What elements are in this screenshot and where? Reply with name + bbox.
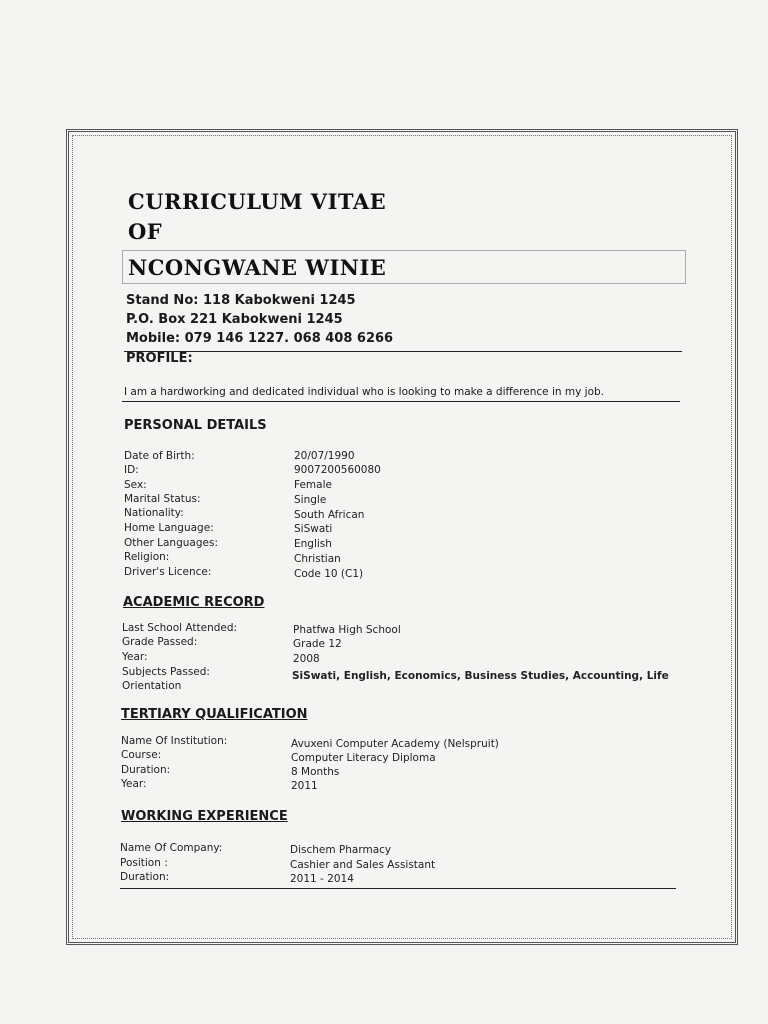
row-label: Date of Birth:: [124, 450, 195, 462]
row-value: Grade 12: [293, 638, 342, 650]
contact-mobile: Mobile: 079 146 1227. 068 408 6266: [126, 331, 394, 346]
row-value: Dischem Pharmacy: [290, 844, 392, 856]
row-value: Computer Literacy Diploma: [291, 752, 436, 764]
row-value: Christian: [294, 553, 341, 565]
row-label: Last School Attended:: [122, 622, 238, 634]
row-label: Subjects Passed:: [122, 666, 210, 678]
cv-title: CURRICULUM VITAE: [128, 189, 387, 214]
row-label: Name Of Institution:: [121, 735, 228, 747]
row-label: Grade Passed:: [122, 636, 198, 648]
row-label: Year:: [121, 778, 147, 790]
divider: [120, 888, 676, 889]
row-label: Course:: [121, 749, 162, 761]
row-value: SiSwati: [294, 523, 333, 535]
row-label: Marital Status:: [124, 493, 201, 505]
row-label: Other Languages:: [124, 537, 218, 549]
row-value: 2011 - 2014: [290, 873, 354, 885]
row-value: 9007200560080: [294, 464, 381, 476]
contact-po-box: P.O. Box 221 Kabokweni 1245: [126, 312, 343, 327]
row-label: Year:: [122, 651, 148, 663]
row-value: 2008: [293, 653, 320, 665]
profile-heading: PROFILE:: [126, 351, 193, 366]
row-label: Nationality:: [124, 507, 184, 519]
candidate-name: NCONGWANE WINIE: [128, 255, 387, 280]
row-value: 20/07/1990: [294, 450, 355, 462]
row-label: Duration:: [121, 764, 171, 776]
cv-title-of: OF: [128, 219, 163, 244]
row-label: ID:: [124, 464, 139, 476]
divider: [122, 401, 680, 402]
row-value: Phatfwa High School: [293, 624, 401, 636]
row-value: 2011: [291, 780, 318, 792]
row-label: Home Language:: [124, 522, 214, 534]
row-label-continued: Orientation: [122, 680, 182, 692]
row-label: Position :: [120, 857, 168, 869]
profile-text: I am a hardworking and dedicated individual who is looking to make a difference in my job.: [124, 386, 605, 398]
row-value: SiSwati, English, Economics, Business Studies, Accounting, Life: [292, 670, 669, 682]
row-value: English: [294, 538, 332, 550]
contact-stand: Stand No: 118 Kabokweni 1245: [126, 293, 356, 308]
row-value: Code 10 (C1): [294, 568, 364, 580]
row-value: Single: [294, 494, 327, 506]
row-value: 8 Months: [291, 766, 340, 778]
row-value: Female: [294, 479, 332, 491]
personal-details-heading: PERSONAL DETAILS: [124, 418, 267, 433]
row-label: Sex:: [124, 479, 147, 491]
row-label: Name Of Company:: [120, 842, 223, 854]
row-value: South African: [294, 509, 365, 521]
row-value: Avuxeni Computer Academy (Nelspruit): [291, 738, 499, 750]
row-label: Duration:: [120, 871, 170, 883]
divider: [124, 351, 682, 352]
working-experience-heading: WORKING EXPERIENCE: [121, 809, 288, 824]
academic-record-heading: ACADEMIC RECORD: [123, 595, 265, 610]
row-label: Religion:: [124, 551, 170, 563]
row-label: Driver's Licence:: [124, 566, 212, 578]
tertiary-qualification-heading: TERTIARY QUALIFICATION: [121, 707, 308, 722]
row-value: Cashier and Sales Assistant: [290, 859, 436, 871]
